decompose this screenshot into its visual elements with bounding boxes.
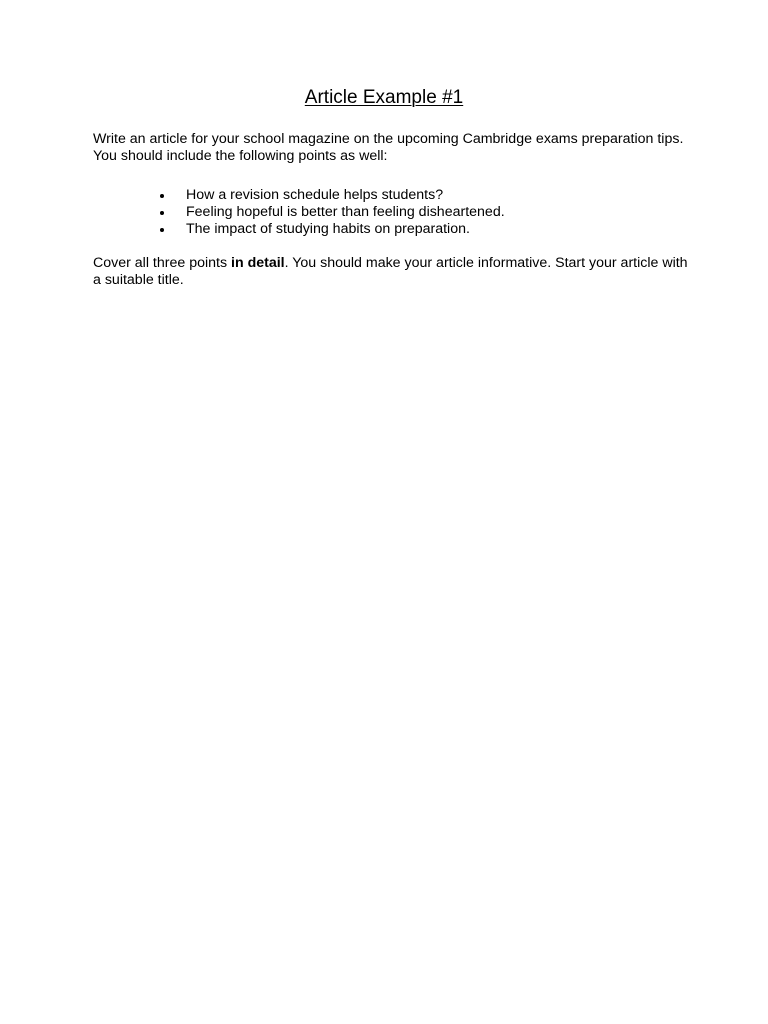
- intro-paragraph: Write an article for your school magazine on the upcoming Cambridge exams preparation tips. You should include the following points as well:: [93, 131, 684, 164]
- closing-emphasis: in detail: [231, 255, 285, 271]
- points-list: [160, 187, 505, 238]
- closing-paragraph: [93, 255, 693, 289]
- page-title: [0, 86, 768, 110]
- bullet-icon: [160, 228, 164, 232]
- list-item: [160, 221, 505, 238]
- list-item-text: How a revision schedule helps students?: [186, 187, 444, 203]
- closing-text-before: Cover all three points: [93, 255, 232, 271]
- list-item: [160, 187, 505, 204]
- list-item: [160, 204, 505, 221]
- bullet-icon: [160, 194, 164, 198]
- bullet-icon: [160, 211, 164, 215]
- title-text: Article Example #1: [304, 87, 464, 108]
- list-item-text: Feeling hopeful is better than feeling disheartened.: [186, 204, 505, 220]
- list-item-text: The impact of studying habits on preparation.: [186, 221, 470, 237]
- closing-text-after: . You should make your article informative. Start your article with a suitable title.: [93, 255, 688, 288]
